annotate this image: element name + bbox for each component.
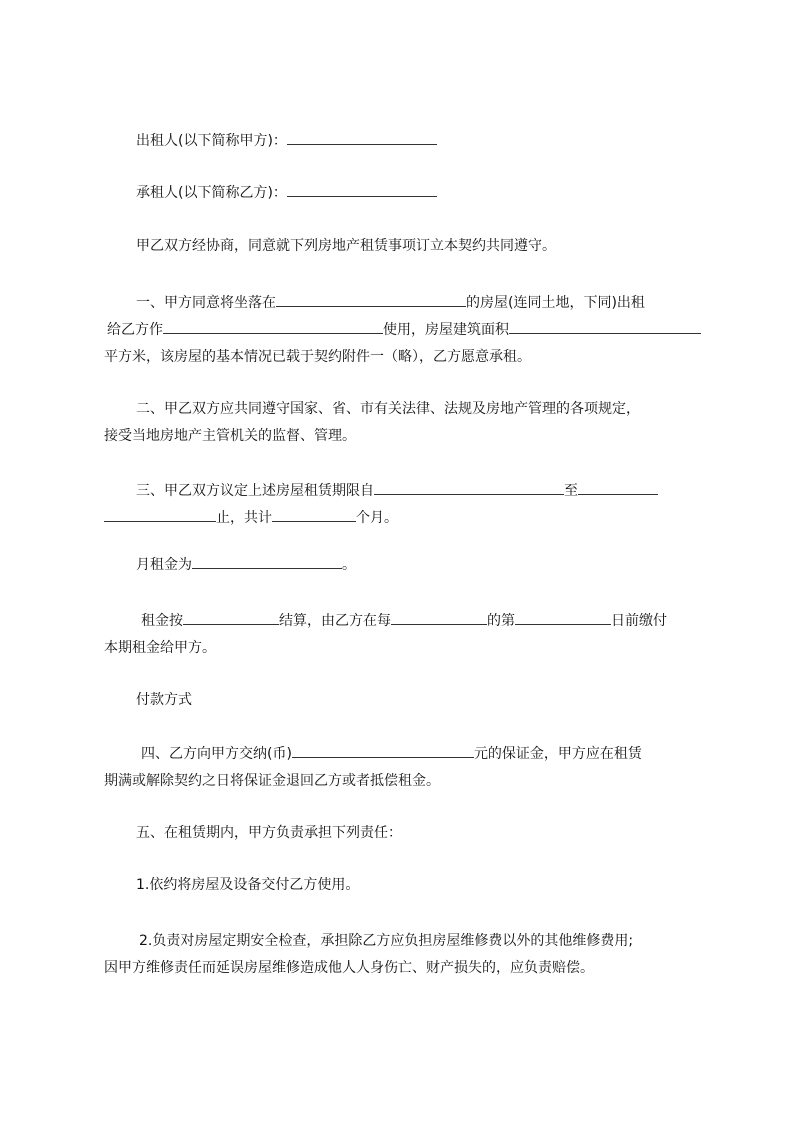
rent-b: 。 <box>342 557 356 573</box>
period-blank[interactable] <box>391 609 487 625</box>
clause3-c: 止，共计 <box>216 510 272 526</box>
intro-text: 甲乙双方经协商，同意就下列房地产租赁事项订立本契约共同遵守。 <box>136 238 556 254</box>
clause4-line1 <box>141 741 741 768</box>
day-blank[interactable] <box>515 609 611 625</box>
months-blank[interactable] <box>272 506 356 522</box>
clause3-b: 至 <box>564 483 578 499</box>
clause3-a: 三、甲乙双方议定上述房屋租赁期限自 <box>136 483 374 499</box>
end-date-blank-1[interactable] <box>578 479 658 495</box>
lessee-label: 承租人(以下简称乙方)： <box>136 185 287 201</box>
lessor-label: 出租人(以下简称甲方)： <box>136 133 287 149</box>
lessee-blank[interactable] <box>287 181 437 197</box>
clause2-line2: 接受当地房地产主管机关的监督、管理。 <box>104 428 356 444</box>
start-date-blank[interactable] <box>374 479 564 495</box>
payment-d: 日前缴付 <box>611 613 667 629</box>
payment-a: 租金按 <box>141 613 183 629</box>
settle-blank[interactable] <box>183 609 279 625</box>
item1-text: 1.依约将房屋及设备交付乙方使用。 <box>136 877 360 893</box>
clause3-line2 <box>104 505 704 532</box>
payment-b: 结算，由乙方在每 <box>279 613 391 629</box>
area-blank[interactable] <box>509 318 701 334</box>
payment-line2: 本期租金给甲方。 <box>104 640 216 656</box>
clause3-d: 个月。 <box>356 510 398 526</box>
deposit-blank[interactable] <box>292 742 474 758</box>
item2-line2: 因甲方维修责任而延误房屋维修造成他人人身伤亡、财产损失的，应负责赔偿。 <box>104 960 594 976</box>
clause5-heading: 五、在租赁期内，甲方负责承担下列责任： <box>136 825 402 841</box>
payment-c: 的第 <box>487 613 515 629</box>
clause1-c: 给乙方作 <box>107 322 163 338</box>
clause1-line2 <box>107 317 707 344</box>
item2-line1: 2.负责对房屋定期安全检查，承担除乙方应负担房屋维修费以外的其他维修费用; <box>139 933 634 949</box>
clause1-line3: 平方米，该房屋的基本情况已载于契约附件一（略），乙方愿意承租。 <box>104 349 531 365</box>
clause1-a: 一、甲方同意将坐落在 <box>136 295 276 311</box>
rent-blank[interactable] <box>192 553 342 569</box>
location-blank[interactable] <box>276 291 466 307</box>
clause4-a: 四、乙方向甲方交纳(币) <box>141 746 292 762</box>
lessor-blank[interactable] <box>287 129 437 145</box>
clause1-line1 <box>136 290 736 317</box>
clause4-b: 元的保证金，甲方应在租赁 <box>473 746 642 762</box>
usage-blank[interactable] <box>163 318 383 334</box>
lessee-line <box>136 180 736 207</box>
payment-line1 <box>141 608 741 635</box>
clause3-line1 <box>136 478 736 505</box>
payment-method-heading: 付款方式 <box>136 692 192 708</box>
clause1-b: 的房屋(连同土地，下同)出租 <box>466 295 645 311</box>
end-date-blank-2[interactable] <box>104 506 216 522</box>
rent-a: 月租金为 <box>136 557 192 573</box>
clause4-line2: 期满或解除契约之日将保证金退回乙方或者抵偿租金。 <box>104 773 440 789</box>
clause1-d: 使用，房屋建筑面积 <box>383 322 509 338</box>
lessor-line <box>136 128 736 155</box>
clause2-line1: 二、甲乙双方应共同遵守国家、省、市有关法律、法规及房地产管理的各项规定， <box>136 401 640 417</box>
rent-line <box>136 552 736 579</box>
